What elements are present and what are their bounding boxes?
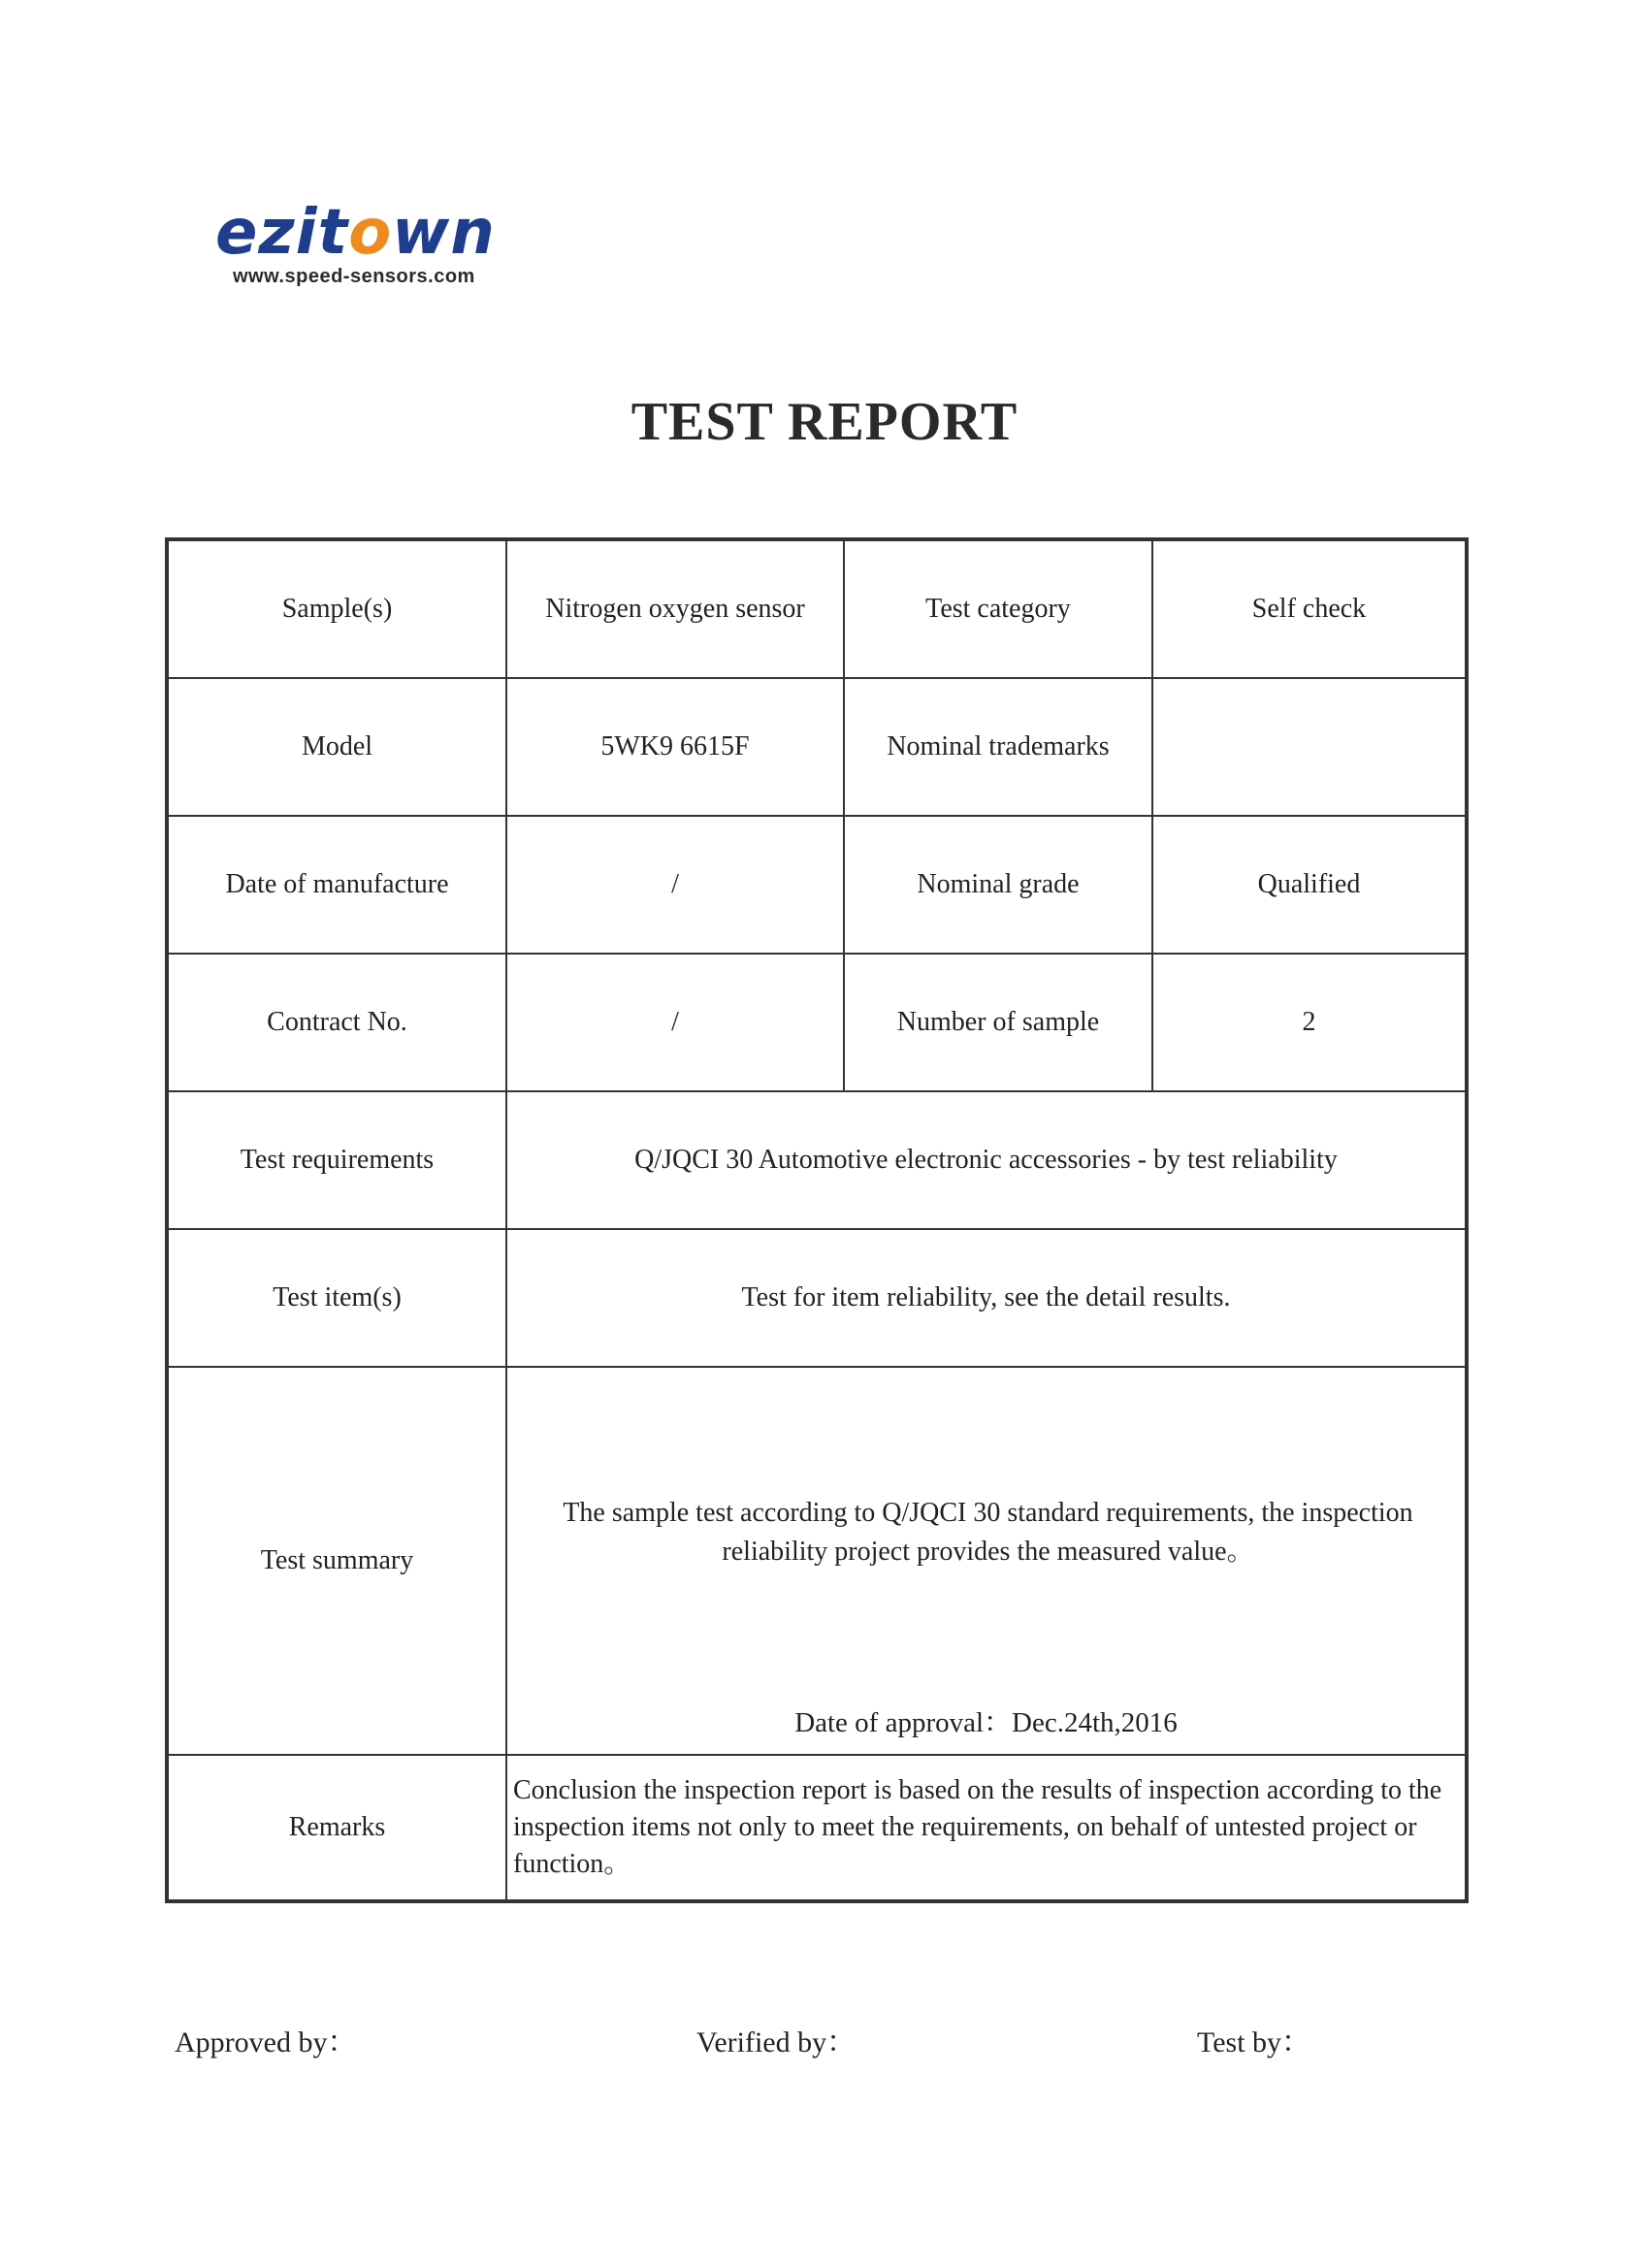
- value-model: 5WK9 6615F: [506, 678, 844, 816]
- value-test-requirements: Q/JQCI 30 Automotive electronic accessories - by test reliability: [506, 1091, 1467, 1229]
- value-date-of-manufacture: /: [506, 816, 844, 954]
- logo-wordmark: ezitown: [215, 197, 496, 269]
- label-contract-no: Contract No.: [167, 954, 506, 1091]
- value-test-category: Self check: [1152, 539, 1467, 678]
- value-remarks: Conclusion the inspection report is based on the results of inspection according to the inspection items not only to meet the requirements, on behalf of untested project or function。: [506, 1755, 1467, 1901]
- logo-url: www.speed-sensors.com: [233, 266, 475, 287]
- date-of-approval: Date of approval：Dec.24th,2016: [794, 1707, 1178, 1738]
- value-test-summary: [506, 1367, 1467, 1755]
- value-contract-no: /: [506, 954, 844, 1091]
- label-date-of-manufacture: Date of manufacture: [167, 816, 506, 954]
- label-test-summary: Test summary: [167, 1367, 506, 1755]
- label-test-items: Test item(s): [167, 1229, 506, 1367]
- table-row: [167, 1755, 1467, 1901]
- label-nominal-trademarks: Nominal trademarks: [844, 678, 1152, 816]
- value-nominal-grade: Qualified: [1152, 816, 1467, 954]
- table-row: [167, 816, 1467, 954]
- test-summary-text: The sample test according to Q/JQCI 30 standard requirements, the inspection reliability project provides the measured value。: [563, 1498, 1413, 1567]
- value-samples: Nitrogen oxygen sensor: [506, 539, 844, 678]
- label-samples: Sample(s): [167, 539, 506, 678]
- label-nominal-grade: Nominal grade: [844, 816, 1152, 954]
- value-number-of-sample: 2: [1152, 954, 1467, 1091]
- page-title: TEST REPORT: [630, 392, 1018, 452]
- label-model: Model: [167, 678, 506, 816]
- report-table: [165, 537, 1469, 1903]
- label-number-of-sample: Number of sample: [844, 954, 1152, 1091]
- table-row: [167, 954, 1467, 1091]
- table-row: [167, 1367, 1467, 1755]
- table-row: [167, 1091, 1467, 1229]
- label-test-category: Test category: [844, 539, 1152, 678]
- label-remarks: Remarks: [167, 1755, 506, 1901]
- company-logo: [215, 197, 526, 288]
- test-by-label: Test by：: [1197, 2026, 1311, 2058]
- value-test-items: Test for item reliability, see the detail results.: [506, 1229, 1467, 1367]
- value-nominal-trademarks: [1152, 678, 1467, 816]
- table-row: [167, 539, 1467, 678]
- table-row: [167, 1229, 1467, 1367]
- label-test-requirements: Test requirements: [167, 1091, 506, 1229]
- verified-by-label: Verified by：: [696, 2026, 857, 2058]
- approved-by-label: Approved by：: [175, 2026, 357, 2058]
- table-row: [167, 678, 1467, 816]
